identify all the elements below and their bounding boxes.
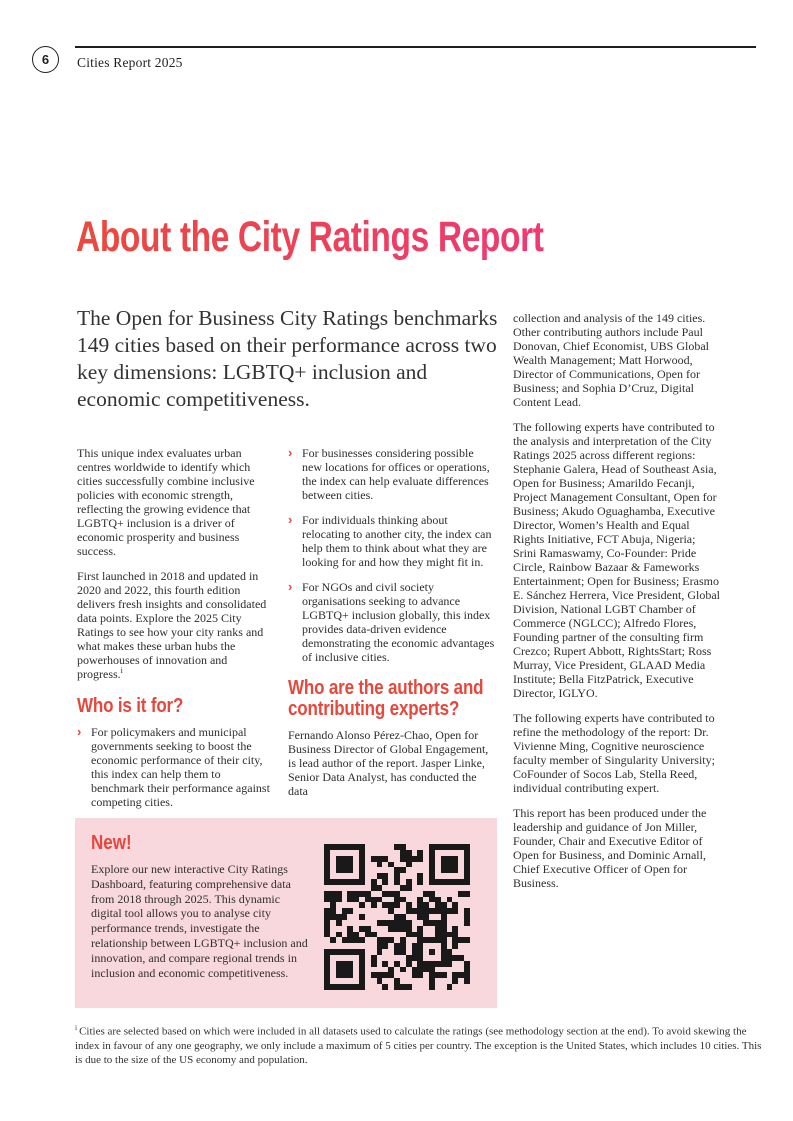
paragraph: The following experts have contributed to the analysis and interpretation of the City Ratings 2025 across different regions: Stephanie Galera, Head of Southeast Asia, Open for Business; Amarildo Fecanji, Project Management Consultant, Open for Business; Akudo Oguaghamba, Executive Director, Women’s Health and Equal Rights Initiative, FCT Abuja, Nigeria; Srini Ramaswamy, Co-Founder: Pride Circle, Rainbow Bazaar & Fameworks Entertainment; Open for Business; Erasmo E. Sánchez Herrera, Vice President, Global Division, National LGBT Chamber of Commerce (NGLCC); Alfredo Flores, Founding partner of the consulting firm Crezco; Rupert Abbott, RightsStart; Ross Murray, Vice President, GLAAD Media Institute; Bella FitzPatrick, Executive Director, IGLYO. — [513, 420, 720, 700]
column-3 — [513, 311, 721, 901]
footnote — [75, 1021, 769, 1067]
paragraph: This report has been produced under the leadership and guidance of Jon Miller, Founder, Chair and Executive Editor of Open for Business, and Dominic Arnall, Chief Executive Officer of Open for Business. — [513, 806, 707, 890]
footnote-reference: i — [120, 666, 123, 675]
list-item — [288, 580, 496, 664]
paragraph: collection and analysis of the 149 cities. Other contributing authors include Paul Donovan, Chief Economist, UBS Global Wealth Management; Matt Horwood, Director of Communications, Open for Business; and Sophia D’Cruz, Digital Content Lead. — [513, 311, 709, 409]
column-2 — [288, 446, 496, 809]
running-header-title: Cities Report 2025 — [77, 55, 183, 70]
header-rule — [75, 46, 756, 48]
chevron-bullet-icon: › — [288, 512, 293, 527]
chevron-bullet-icon: › — [77, 724, 82, 739]
paragraph: Fernando Alonso Pérez-Chao, Open for Business Director of Global Engagement, is lead author of the report. Jasper Linke, Senior Data Analyst, has conducted the data — [288, 728, 489, 798]
list-item — [288, 513, 496, 569]
list-item-text: For businesses considering possible new locations for offices or operations, the index can help evaluate differences between cities. — [302, 446, 490, 502]
page-number-badge — [32, 46, 59, 73]
page-number: 6 — [41, 52, 50, 67]
intro-standfirst: The Open for Business City Ratings benchmarks 149 cities based on their performance across two key dimensions: LGBTQ+ inclusion and economic competitiveness. — [77, 306, 498, 411]
list-item — [288, 446, 496, 502]
list-item-text: For individuals thinking about relocating to another city, the index can help them to think about what they are looking for and how they might fit in. — [302, 513, 492, 569]
section-heading-who-is-it-for: Who is it for? — [77, 695, 184, 717]
paragraph: The following experts have contributed to refine the methodology of the report: Dr. Vivienne Ming, Cognitive neuroscience faculty member of Singularity University; CoFounder of Socos Lab, Stella Reed, individual contributing expert. — [513, 711, 715, 795]
callout-heading-new: New! — [91, 832, 132, 854]
qr-code — [324, 844, 470, 990]
footnote-marker: i — [75, 1023, 78, 1032]
callout-body: Explore our new interactive City Ratings Dashboard, featuring comprehensive data from 2018 through 2025. This dynamic digital tool allows you to analyse city performance trends, investigate the relationship between LGBTQ+ inclusion and innovation, and compare regional trends in inclusion and economic competitiveness. — [91, 862, 308, 980]
column-1 — [77, 446, 273, 820]
paragraph: This unique index evaluates urban centres worldwide to identify which cities successfully combine inclusive policies with economic strength, reflecting the growing evidence that LGBTQ+ inclusion is a driver of economic prosperity and business success. — [77, 446, 255, 558]
paragraph-text: First launched in 2018 and updated in 2020 and 2022, this fourth edition delivers fresh insights and consolidated data points. Explore the 2025 City Ratings to see how your city ranks and what makes these urban hubs the powerhouses of innovation and progress. — [77, 569, 267, 681]
section-heading-authors: Who are the authors and contributing experts? — [288, 677, 484, 720]
footnote-text: Cities are selected based on which were included in all datasets used to calculate the ratings (see methodology section at the end). To avoid skewing the index in favour of any one geography, we only include a maximum of 5 cities per country. The exception is the United States, which includes 10 cities. This is due to the size of the US economy and population. — [75, 1025, 762, 1066]
list-item-text: For NGOs and civil society organisations seeking to advance LGBTQ+ inclusion globally, this index provides data-driven evidence demonstrating the economic advantages of inclusive cities. — [302, 580, 495, 664]
page-title: About the City Ratings Report — [76, 213, 622, 262]
chevron-bullet-icon: › — [288, 445, 293, 460]
chevron-bullet-icon: › — [288, 579, 293, 594]
list-item-text: For policymakers and municipal governments seeking to boost the economic performance of their city, this index can help them to benchmark their performance against competing cities. — [91, 725, 270, 809]
list-item — [77, 725, 273, 809]
new-callout-box — [75, 818, 497, 1008]
paragraph — [77, 569, 273, 681]
